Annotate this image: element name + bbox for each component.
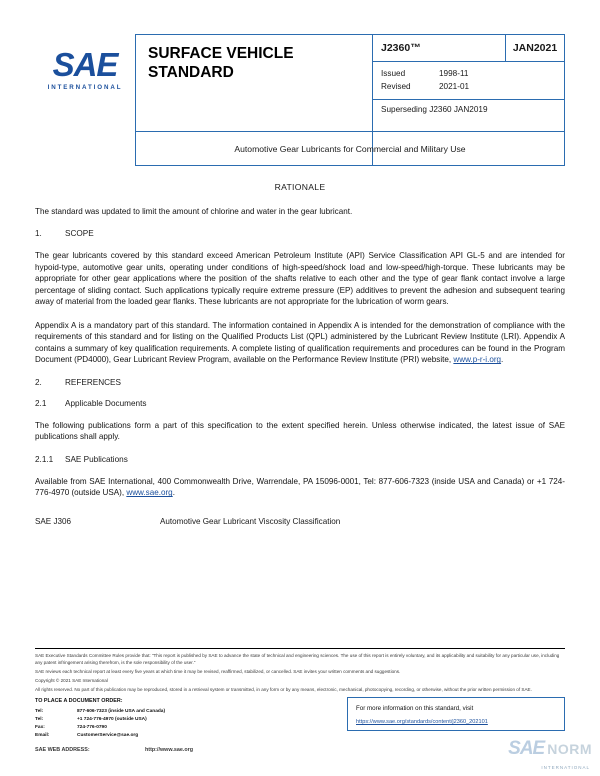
scope-number: 1. <box>35 229 42 239</box>
sae-logo-text: SAE <box>52 46 118 83</box>
sae-publications-text-pre: Available from SAE International, 400 Commonwealth Drive, Warrendale, PA 15096-0001, Tel: 877-606-7323 (inside USA and Canada) or +1 724-776-4970 (outside USA), <box>35 476 565 498</box>
order-contact-grid <box>35 708 335 740</box>
order-row-label: Tel: <box>35 708 44 714</box>
watermark-subtitle: INTERNATIONAL <box>541 765 590 770</box>
footer-note-2: SAE reviews each technical report at least every five years at which time it may be revised, reaffirmed, stabilized, or cancelled. SAE invites your written comments and suggestions. <box>35 668 401 674</box>
issued-label: Issued <box>381 69 406 78</box>
scope-paragraph-1: The gear lubricants covered by this standard exceed American Petroleum Institute (API) Service Classification API GL-5 and are intended for hypoid-type, automotive gear units, operating under conditions of high-speed/shock load and low-speed/high-torque. These lubricants may be appropriate for other gear applications where the position of the shafts relative to each other and the type of gear flank contact involve a large percentage of sliding contact. Such applications typically require extreme pressure (EP) additives to prevent the adhesion and subsequent tearing away of material from the loaded gear flanks. These lubricants are not appropriate for the lubrication of worm gears. <box>35 251 565 307</box>
web-address-label: SAE WEB ADDRESS: <box>35 747 90 754</box>
document-subject-banner: Automotive Gear Lubricants for Commercial and Military Use <box>135 131 565 166</box>
order-row-value: +1 724-776-4970 (outside USA) <box>77 716 147 722</box>
section-heading-sae-publications <box>35 455 565 464</box>
footer-rights: All rights reserved. No part of this publication may be reproduced, stored in a retrieval system or transmitted, in any form or by any means, electronic, mechanical, photocopying, recording, or otherwise, without the prior written permission of SAE. <box>35 686 532 692</box>
pri-website-link[interactable]: www.p-r-i.org <box>453 355 502 365</box>
rationale-heading: RATIONALE <box>274 182 326 192</box>
document-number: J2360™ <box>381 42 421 54</box>
document-id-row <box>373 35 564 62</box>
footer-note-1: SAE Executive Standards Committee Rules provide that: “This report is published by SAE to advance the state of technical and engineering sciences. The use of this report is entirely voluntary, and its applicability and suitability for any particular use, including any patent infringement arising therefrom, is the sole responsibility of the user.” <box>35 653 560 665</box>
document-footer <box>35 648 565 754</box>
section-heading-references <box>35 378 565 387</box>
document-date: JAN2021 <box>505 35 564 61</box>
sae-publications-text <box>35 476 565 499</box>
order-row-label: Tel: <box>35 716 44 722</box>
applicable-documents-text: The following publications form a part of this specification to the extent specified herein. Unless otherwise indicated, the latest issue of SAE publications shall apply. <box>35 420 565 442</box>
order-row-value: 877-606-7323 (inside USA and Canada) <box>77 708 166 714</box>
watermark-text: NORM <box>547 741 592 757</box>
order-row-value[interactable]: CustomerService@sae.org <box>77 733 139 739</box>
superseding-row: Superseding J2360 JAN2019 <box>381 105 488 115</box>
reference-title: Automotive Gear Lubricant Viscosity Classification <box>160 516 341 526</box>
document-title-line-2: STANDARD <box>148 63 234 81</box>
references-number: 2. <box>35 377 42 387</box>
order-row-label: Fax: <box>35 724 45 730</box>
standard-info-link[interactable]: https://www.sae.org/standards/content/j2360_202101 <box>356 718 488 725</box>
footer-columns <box>35 697 565 754</box>
section-heading-scope <box>35 229 565 238</box>
section-heading-applicable-documents <box>35 399 565 408</box>
order-row-value: 724-776-0790 <box>77 724 107 730</box>
sae-publications-number: 2.1.1 <box>35 454 54 464</box>
footer-order-block <box>35 697 335 754</box>
order-row-label: Email: <box>35 733 50 739</box>
scope-paragraph-2 <box>35 320 565 366</box>
sae-logo-subtitle: INTERNATIONAL <box>47 84 123 91</box>
sae-publications-text-post: . <box>172 488 175 498</box>
info-box-title: For more information on this standard, visit <box>356 705 474 713</box>
order-title: TO PLACE A DOCUMENT ORDER: <box>35 698 123 705</box>
references-title: REFERENCES <box>65 377 121 387</box>
footer-web-address <box>35 746 335 754</box>
rationale-text: The standard was updated to limit the amount of chlorine and water in the gear lubricant. <box>35 207 353 216</box>
web-address-value[interactable]: http://www.sae.org <box>145 747 194 754</box>
revised-value: 2021-01 <box>439 81 470 91</box>
sae-publications-title: SAE Publications <box>65 454 128 464</box>
footer-info-box <box>347 697 565 731</box>
watermark-logo: SAE <box>508 738 545 759</box>
applicable-number: 2.1 <box>35 398 47 408</box>
scope-paragraph-2-pre: Appendix A is a mandatory part of this standard. The information contained in Appendix A is intended for the demonstration of compliance with the requirements of this standard and for listing on the Qualified Products List (QPL) administered by the Lubricant Review Institute (LRI). Appendix A contains a summary of key qualification requirements. A complete listing of qualification requirements and procedures can be found in the Program Document (PD4000), Gear Lubricant Review Program, available on the Performance Review Institute (PRI) website, <box>35 320 565 365</box>
document-title-line-1: SURFACE VEHICLE <box>148 45 294 62</box>
footer-copyright: Copyright © 2021 SAE International <box>35 677 108 683</box>
sae-website-link[interactable]: www.sae.org <box>126 488 173 498</box>
document-dates <box>373 62 564 100</box>
applicable-title: Applicable Documents <box>65 398 147 408</box>
watermark <box>508 738 592 760</box>
document-body <box>35 182 565 526</box>
scope-title: SCOPE <box>65 229 94 239</box>
issued-value: 1998-11 <box>439 69 469 78</box>
reference-code: SAE J306 <box>35 516 71 526</box>
reference-entry <box>35 517 565 526</box>
scope-paragraph-2-post: . <box>501 355 504 365</box>
sae-logo <box>35 34 135 166</box>
revised-label: Revised <box>381 81 411 91</box>
